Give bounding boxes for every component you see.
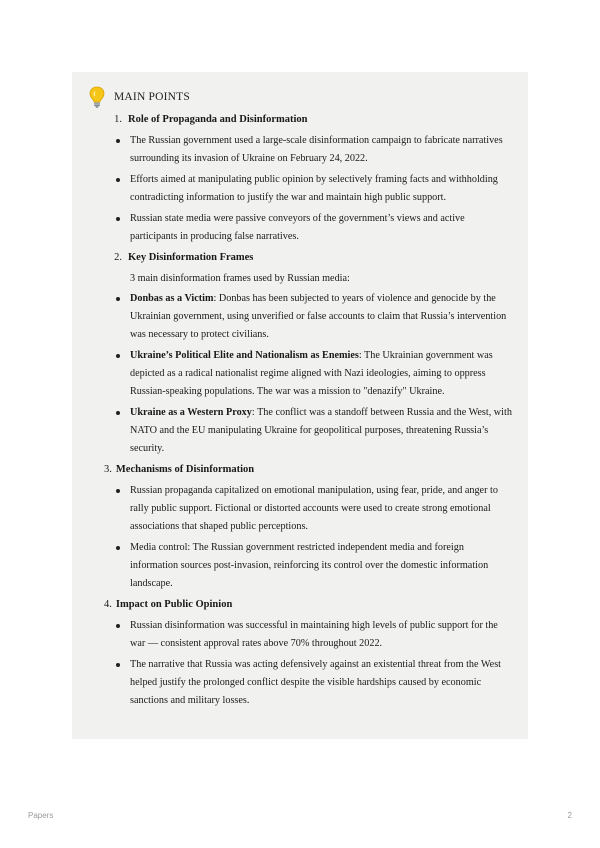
list-item: [108, 347, 512, 401]
section-number: 3.: [104, 464, 112, 475]
section-title: Impact on Public Opinion: [115, 599, 233, 610]
bullet-list: [108, 290, 512, 458]
frame-name: Ukraine’s Political Elite and Nationalism as Enemies: [130, 350, 359, 361]
bullet-list: [108, 617, 512, 710]
callout-header: [88, 86, 512, 108]
section-number: 1.: [114, 114, 122, 125]
section-heading: [108, 250, 512, 265]
list-item: The narrative that Russia was acting defensively against an existential threat from the West helped justify the prolonged conflict despite the visible hardships caused by economic sanctions and military losses.: [108, 656, 512, 710]
page-number: 2: [567, 811, 572, 820]
section-heading: [108, 112, 512, 127]
section-4: [104, 597, 512, 710]
list-item: The Russian government used a large-scale disinformation campaign to fabricate narratives surrounding its invasion of Ukraine on February 24, 2022.: [108, 132, 512, 168]
frame-description: : Donbas has been subjected to years of violence and genocide by the Ukrainian government, using unverified or false accounts to claim that Russia’s intervention was necessary to protect civilians.: [130, 293, 507, 340]
list-item: Efforts aimed at manipulating public opinion by selectively framing facts and withholding contradicting information to justify the war and maintain high public support.: [108, 171, 512, 207]
list-item: [108, 290, 512, 344]
list-item: Russian disinformation was successful in maintaining high levels of public support for the war — consistent approval rates above 70% throughout 2022.: [108, 617, 512, 653]
main-points-callout: [72, 72, 528, 739]
section-1: [108, 112, 512, 246]
list-item: Russian state media were passive conveyors of the government’s views and active participants in producing false narratives.: [108, 210, 512, 246]
section-title: Role of Propaganda and Disinformation: [128, 114, 308, 125]
lightbulb-icon: [88, 86, 106, 108]
frame-name: Donbas as a Victim: [130, 293, 214, 304]
section-3: [104, 462, 512, 593]
footer-label: Papers: [28, 811, 54, 820]
section-2: [108, 250, 512, 458]
frame-description: : The Ukrainian government was depicted as a radical nationalist regime aligned with Nazi ideologies, aiming to oppress Russian-speaking populations. The war was a mission to "denazify" Ukraine.: [130, 350, 493, 397]
frame-description: : The conflict was a standoff between Russia and the West, with NATO and the EU manipulating Ukraine for geopolitical purposes, threatening Russia’s security.: [130, 407, 512, 454]
bullet-list: [108, 482, 512, 593]
list-item: [108, 404, 512, 458]
frame-name: Ukraine as a Western Proxy: [130, 407, 252, 418]
list-item: Russian propaganda capitalized on emotional manipulation, using fear, pride, and anger to rally public support. Fictional or distorted accounts were used to create strong emotional associations that shaped public perceptions.: [108, 482, 512, 536]
section-number: 2.: [114, 252, 122, 263]
section-heading: [104, 597, 512, 612]
section-heading: [104, 462, 512, 477]
bullet-list: [108, 132, 512, 246]
section-number: 4.: [104, 599, 112, 610]
callout-title: MAIN POINTS: [114, 91, 190, 103]
section-title: Mechanisms of Disinformation: [115, 464, 255, 475]
section-title: Key Disinformation Frames: [128, 252, 254, 263]
section-intro: 3 main disinformation frames used by Russian media:: [130, 273, 350, 284]
list-item: Media control: The Russian government restricted independent media and foreign information sources post-invasion, reinforcing its control over the domestic information landscape.: [108, 539, 512, 593]
